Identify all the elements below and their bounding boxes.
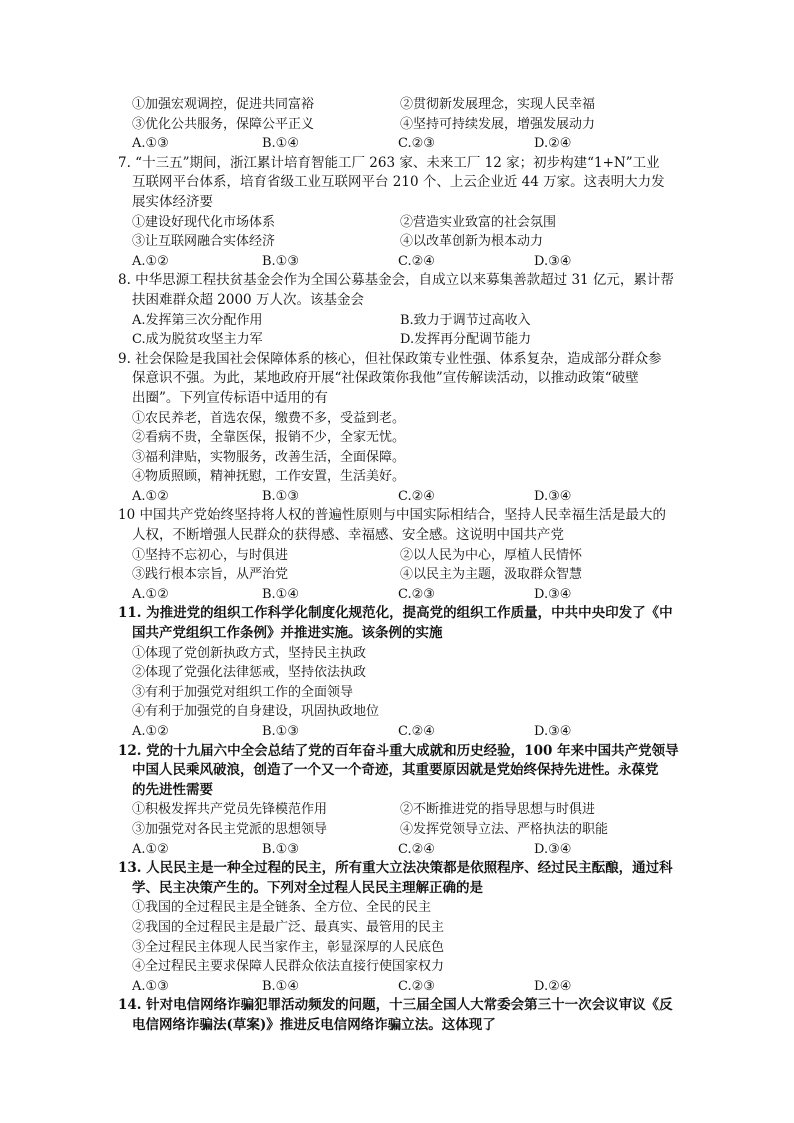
answer-choices <box>118 134 678 154</box>
answer-c: C.②③ <box>398 978 435 994</box>
answer-d: D.③④ <box>534 488 572 504</box>
slogan-item: ①农民养老，首选农保，缴费不多，受益到老。 <box>132 410 406 426</box>
option-item: ①体现了党创新执政方式，坚持民主执政 <box>132 645 367 661</box>
option-item: ②体现了党强化法律惩戒，坚持依法执政 <box>132 665 367 681</box>
question-stem: 的先进性需要 <box>132 781 213 798</box>
answer-b: B.①④ <box>262 978 299 994</box>
answer-c: C.②③ <box>398 136 435 152</box>
answer-d: D.③④ <box>534 586 572 602</box>
question-12 <box>118 742 678 860</box>
question-11 <box>118 604 678 741</box>
option-item: ②我国的全过程民主是最广泛、最真实、最管用的民主 <box>132 919 445 935</box>
answer-c: C.②④ <box>398 253 435 269</box>
option-row <box>118 330 678 350</box>
option-2: ②不断推进党的指导思想与时俱进 <box>400 802 596 818</box>
answer-b: B.①③ <box>262 841 299 857</box>
option-row <box>118 232 678 252</box>
question-7 <box>118 154 678 272</box>
question-stem: 保意识不强。为此，某地政府开展“社保政策你我他”宣传解读活动，以推动政策“破壁 <box>132 370 639 387</box>
answer-d: D.③④ <box>534 253 572 269</box>
question-10 <box>118 506 678 604</box>
question-stem: 扶困难群众超 2000 万人次。该基金会 <box>132 291 364 308</box>
answer-c: C.②④ <box>398 488 435 504</box>
slogan-item: ④物质照顾，精神抚慰，工作安置，生活美好。 <box>132 469 406 485</box>
question-stem: 14. 针对电信网络诈骗犯罪活动频发的问题，十三届全国人大常委会第三十一次会议审议《反 <box>118 997 673 1014</box>
answer-choices <box>118 722 678 742</box>
option-row <box>118 95 678 115</box>
option-4: ④以改革创新为根本动力 <box>400 234 544 250</box>
answer-b: B.①③ <box>262 488 299 504</box>
answer-a: A.①② <box>132 488 169 504</box>
question-stem: 人权，不断增强人民群众的获得感、幸福感、安全感。这说明中国共产党 <box>132 527 564 544</box>
answer-d: D.③④ <box>534 841 572 857</box>
question-stem: 互联网平台体系，培育省级工业互联网平台 210 个、上云企业近 44 万家。这表明大力发 <box>132 174 665 191</box>
answer-b: B.①④ <box>262 586 299 602</box>
option-row <box>118 546 678 566</box>
option-item: ④全过程民主要求保障人民群众依法直接行使国家权力 <box>132 959 445 975</box>
question-stem: 13. 人民民主是一种全过程的民主，所有重大立法决策都是依照程序、经过民主酝酿，通过科 <box>118 860 673 877</box>
question-stem: 学、民主决策产生的。下列对全过程人民民主理解正确的是 <box>132 879 483 896</box>
option-row <box>118 311 678 331</box>
slogan-item: ②看病不贵，全靠医保，报销不少，全家无忧。 <box>132 430 406 446</box>
question-stem: 9. 社会保险是我国社会保障体系的核心，但社保政策专业性强、体系复杂，造成部分群众参 <box>118 350 662 367</box>
question-stem: 10 中国共产党始终坚持将人权的普遍性原则与中国实际相结合，坚持人民幸福生活是最大的 <box>118 507 666 524</box>
question-stem: 出圈”。下列宣传标语中适用的有 <box>132 389 328 406</box>
answer-choices <box>118 252 678 272</box>
answer-a: A.①③ <box>132 136 169 152</box>
option-1: ①坚持不忘初心，与时俱进 <box>132 547 289 563</box>
option-item: ①我国的全过程民主是全链条、全方位、全民的民主 <box>132 900 432 916</box>
question-8 <box>118 271 678 349</box>
question-stem: 电信网络诈骗法(草案)》推进反电信网络诈骗立法。这体现了 <box>132 1016 496 1033</box>
answer-choices <box>118 840 678 860</box>
answer-b: B.①④ <box>262 136 299 152</box>
question-stem: 12. 党的十九届六中全会总结了党的百年奋斗重大成就和历史经验，100 年来中国共产党领导 <box>118 742 679 759</box>
question-stem: 7. “十三五”期间，浙江累计培育智能工厂 263 家、未来工厂 12 家；初步构建“1+N”工业 <box>118 154 660 171</box>
option-3: ③加强党对各民主党派的思想领导 <box>132 821 328 837</box>
answer-c: C.成为脱贫攻坚主力军 <box>132 332 263 348</box>
question-14 <box>118 996 678 1035</box>
question-stem: 中国人民乘风破浪，创造了一个又一个奇迹，其重要原因就是党始终保持先进性。永葆党 <box>132 762 659 779</box>
option-row <box>118 565 678 585</box>
answer-a: A.①② <box>132 253 169 269</box>
answer-c: C.②④ <box>398 841 435 857</box>
answer-a: A.发挥第三次分配作用 <box>132 312 263 328</box>
answer-c: C.②③ <box>398 586 435 602</box>
question-6-tail <box>118 95 678 154</box>
option-row <box>118 820 678 840</box>
answer-a: A.①② <box>132 841 169 857</box>
option-1: ①积极发挥共产党员先锋模范作用 <box>132 802 328 818</box>
option-2: ②营造实业致富的社会氛围 <box>400 214 557 230</box>
answer-b: B.①③ <box>262 724 299 739</box>
option-4: ④以民主为主题，汲取群众智慧 <box>400 567 583 583</box>
option-row <box>118 115 678 135</box>
question-list <box>118 95 678 1036</box>
question-13 <box>118 859 678 996</box>
question-stem: 11. 为推进党的组织工作科学化制度化规范化，提高党的组织工作质量，中共中央印发了《中 <box>118 605 673 622</box>
option-row <box>118 213 678 233</box>
option-1: ①建设好现代化市场体系 <box>132 214 276 230</box>
answer-d: D.③④ <box>534 724 572 739</box>
question-stem: 国共产党组织工作条例》并推进实施。该条例的实施 <box>132 625 443 642</box>
option-item: ③全过程民主体现人民当家作主，彰显深厚的人民底色 <box>132 939 445 955</box>
option-2: ②贯彻新发展理念，实现人民幸福 <box>400 97 596 112</box>
answer-d: D.②④ <box>534 978 572 994</box>
option-3: ③践行根本宗旨，从严治党 <box>132 567 289 583</box>
question-stem: 展实体经济要 <box>132 193 213 210</box>
option-3: ③优化公共服务，保障公平正义 <box>132 116 315 132</box>
option-item: ③有利于加强党对组织工作的全面领导 <box>132 684 354 700</box>
option-item: ④有利于加强党的自身建设，巩固执政地位 <box>132 704 380 720</box>
answer-b: B.①③ <box>262 253 299 269</box>
option-row <box>118 800 678 820</box>
answer-choices <box>118 487 678 507</box>
answer-a: A.①③ <box>132 978 169 994</box>
option-3: ③让互联网融合实体经济 <box>132 234 276 250</box>
answer-a: A.①② <box>132 586 169 602</box>
answer-choices <box>118 585 678 605</box>
answer-choices <box>118 977 678 997</box>
option-4: ④坚持可持续发展，增强发展动力 <box>400 116 596 132</box>
slogan-item: ③福利津贴，实物服务，改善生活，全面保障。 <box>132 449 406 465</box>
answer-d: D.发挥再分配调节能力 <box>400 332 532 348</box>
question-stem: 8. 中华思源工程扶贫基金会作为全国公募基金会，自成立以来募集善款超过 31 亿元，累计帮 <box>118 272 674 289</box>
question-9 <box>118 350 678 507</box>
answer-a: A.①② <box>132 724 169 739</box>
answer-c: C.②④ <box>398 724 435 739</box>
answer-d: D.②④ <box>534 136 572 152</box>
option-2: ②以人民为中心，厚植人民情怀 <box>400 547 583 563</box>
answer-b: B.致力于调节过高收入 <box>400 312 531 328</box>
option-1: ①加强宏观调控，促进共同富裕 <box>132 97 315 112</box>
option-4: ④发挥党领导立法、严格执法的职能 <box>400 821 609 837</box>
